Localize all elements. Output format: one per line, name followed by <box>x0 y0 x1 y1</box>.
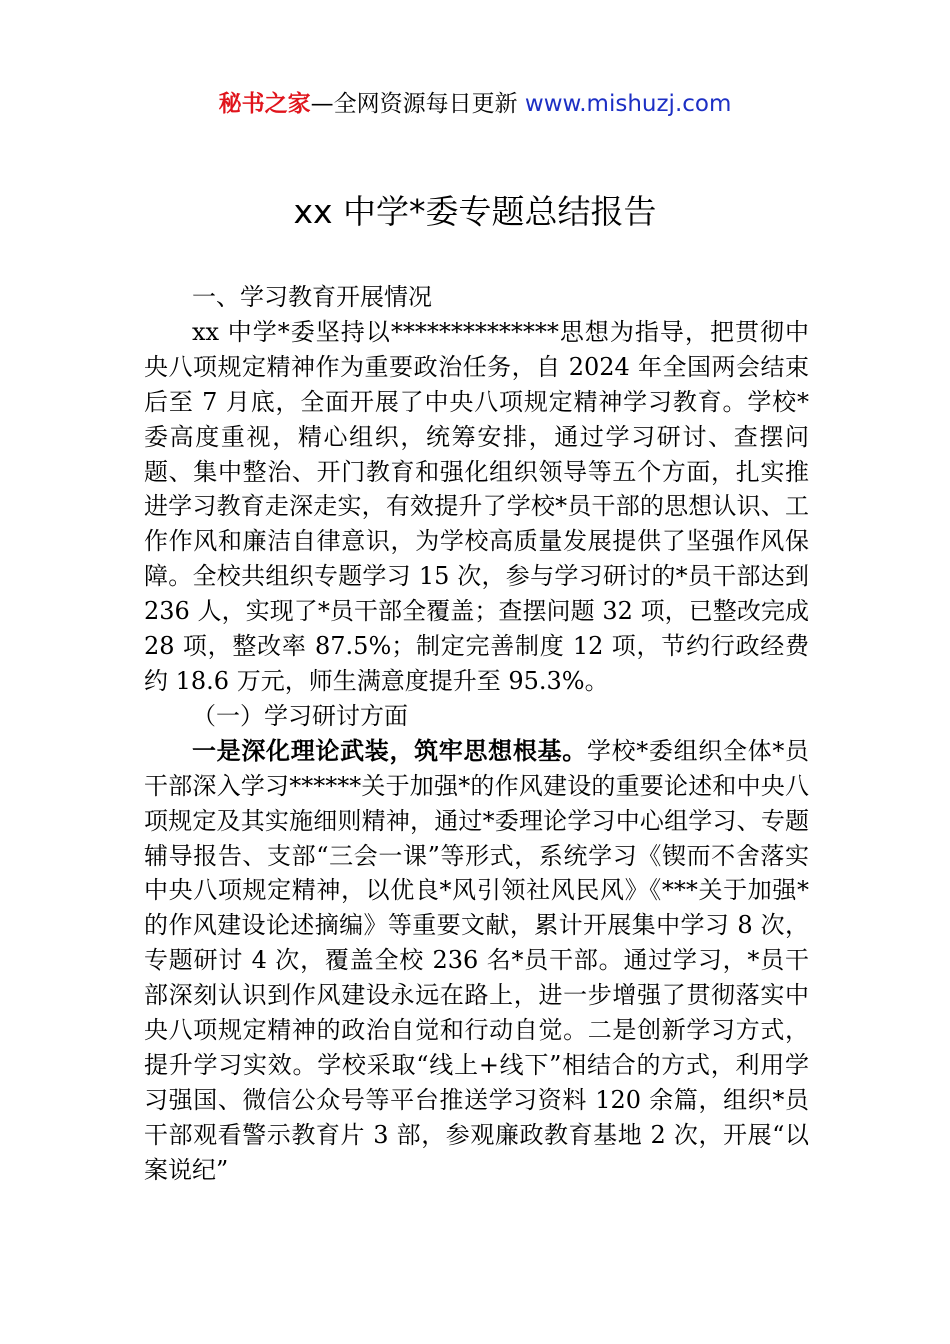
paragraph-text: 学校*委组织全体*员干部深入学习******关于加强*的作风建设的重要论述和中央八项规定及其实施细则精神，通过*委理论学习中心组学习、专题辅导报告、支部“三会一课”等形式，系统学习《锲而不舍落实中央八项规定精神，以优良*风引领社风民风》《***关于加强*的作风建设论述摘编》等重要文献，累计开展集中学习 8 次，专题研讨 4 次，覆盖全校 236 名*员干部。通过学习，*员干部深刻认识到作风建设永远在路上，进一步增强了贯彻落实中央八项规定精神的政治自觉和行动自觉。二是创新学习方式，提升学习实效。学校采取“线上+线下”相结合的方式，利用学习强国、微信公众号等平台推送学习资料 120 余篇，组织*员干部观看警示教育片 3 部，参观廉政教育基地 2 次，开展“以案说纪” <box>144 736 810 1184</box>
section-heading: 一、学习教育开展情况 <box>192 283 432 311</box>
paragraph-lead: 一是深化理论武装，筑牢思想根基。 <box>192 735 587 765</box>
site-header <box>0 88 950 120</box>
site-brand: 秘书之家 <box>218 91 311 117</box>
document-title: xx 中学*委专题总结报告 <box>293 192 657 231</box>
site-tagline: —全网资源每日更新 <box>310 91 525 117</box>
subsection-heading: （一）学习研讨方面 <box>192 701 408 730</box>
document-body <box>144 280 809 1188</box>
subsection-paragraph <box>144 734 809 1188</box>
site-url-link[interactable]: www.mishuzj.com <box>524 91 732 117</box>
section-paragraph: xx 中学*委坚持以**************思想为指导，把贯彻中央八项规定精神作为重要政治任务，自 2024 年全国两会结束后至 7 月底，全面开展了中央八项规定精神学习教育。学校*委高度重视，精心组织，统筹安排，通过学习研讨、查摆问题、集中整治、开门教育和强化组织领导等五个方面，扎实推进学习教育走深走实，有效提升了学校*员干部的思想认识、工作作风和廉洁自律意识，为学校高质量发展提供了坚强作风保障。全校共组织专题学习 15 次，参与学习研讨的*员干部达到 236 人，实现了*员干部全覆盖；查摆问题 32 项，已整改完成 28 项，整改率 87.5%；制定完善制度 12 项，节约行政经费约 18.6 万元，师生满意度提升至 95.3%。 <box>144 317 809 695</box>
